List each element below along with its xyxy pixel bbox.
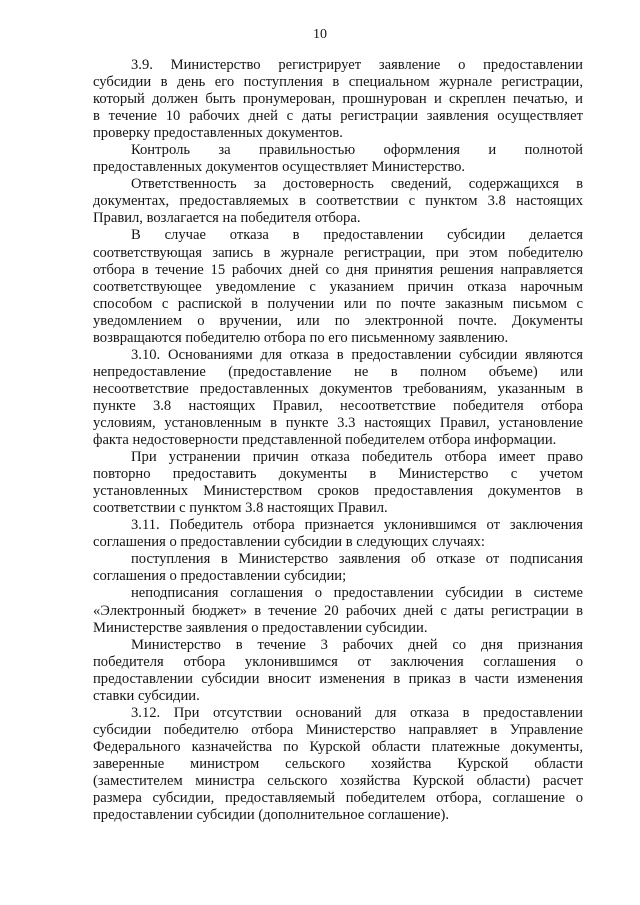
text-line: отбора в течение 15 рабочих дней со дня принятия решения направляется [93,261,583,278]
text-line: «Электронный бюджет» в течение 20 рабочих дней с даты регистрации в [93,602,583,619]
text-line: субсидии победителю отбора Министерство направляет в Управление [93,721,583,738]
text-line: 3.10. Основаниями для отказа в предоставлении субсидии являются [131,346,583,363]
text-line: 3.11. Победитель отбора признается уклонившимся от заключения [131,517,583,534]
text-line: предоставлении субсидии (дополнительное соглашение). [93,807,450,824]
text-line: Контроль за правильностью оформления и полнотой [131,142,583,159]
text-line: При устранении причин отказа победитель отбора имеет право [131,449,583,466]
text-line: предоставленных документов осуществляет Министерство. [93,159,466,176]
text-line: пункте 3.8 настоящих Правил, несоответствие победителя отбора [93,397,583,414]
text-line: уведомлением о вручении, или по электронной почте. Документы [93,312,583,329]
paragraph-p-case-2 [93,585,583,636]
text-line: ставки субсидии. [93,687,200,704]
text-line: субсидии в день его поступления в специальном журнале регистрации, [93,74,583,91]
text-line: факта недостоверности представленной победителем отбора информации. [93,432,557,449]
paragraph-p-3-12 [93,705,583,824]
text-line: несоответствие предоставленных документов требованиям, указанным в [93,380,583,397]
text-line: заверенные министром сельского хозяйства Курской области [93,755,583,772]
text-line: предоставлении субсидии вносит изменения в приказ в части изменения [93,670,583,687]
page-number: 10 [313,27,327,42]
text-line: установленных Министерством сроков предоставления документов в [93,483,583,500]
paragraph-p-elimination [93,449,583,517]
text-line: который должен быть пронумерован, прошнурован и скреплен печатью, и [93,91,583,108]
text-line: Федерального казначейства по Курской области платежные документы, [93,738,583,755]
text-line: 3.12. При отсутствии оснований для отказа в предоставлении [131,704,583,721]
text-line: 3.9. Министерство регистрирует заявление о предоставлении [131,57,583,73]
paragraph-p-case-1 [93,551,583,585]
text-line: соответствующее уведомление с указанием причин отказа нарочным [93,278,583,295]
paragraph-p-control [93,142,583,176]
paragraph-p-3-9 [93,57,583,142]
text-line: способом с распиской в получении или по почте заказным письмом с [93,295,583,312]
text-line: Правил, возлагается на победителя отбора. [93,210,361,227]
paragraph-p-ministry-3-days [93,637,583,705]
text-line: соответствующая запись в журнале регистрации, при этом победителю [93,244,583,261]
text-line: непредоставление (предоставление не в полном объеме) или [93,363,583,380]
paragraph-p-3-11 [93,517,583,551]
text-line: соглашения о предоставлении субсидии в следующих случаях: [93,534,485,551]
text-line: Министерство в течение 3 рабочих дней со дня признания [131,636,583,653]
text-line: (заместителем министра сельского хозяйства Курской области) расчет [93,772,583,789]
paragraph-p-3-10 [93,347,583,449]
paragraph-p-refusal [93,227,583,346]
document-body [93,57,583,824]
text-line: В случае отказа в предоставлении субсидии делается [131,227,583,244]
text-line: победителя отбора уклонившимся от заключения соглашения о [93,653,583,670]
text-line: соглашения о предоставлении субсидии; [93,568,347,585]
text-line: размера субсидии, предоставляемый победителем отбора, соглашение о [93,790,583,807]
text-line: в течение 10 рабочих дней с даты регистрации заявления осуществляет [93,108,583,125]
text-line: условиям, установленным в пункте 3.3 настоящих Правил, установление [93,414,583,431]
text-line: Ответственность за достоверность сведений, содержащихся в [131,176,583,193]
text-line: повторно предоставить документы в Министерство с учетом [93,466,583,483]
text-line: поступления в Министерство заявления об отказе от подписания [131,551,583,568]
text-line: Министерстве заявления о предоставлении субсидии. [93,619,428,636]
text-line: проверку предоставленных документов. [93,125,343,142]
text-line: документах, предоставляемых в соответствии с пунктом 3.8 настоящих [93,193,583,210]
text-line: неподписания соглашения о предоставлении субсидии в системе [131,585,583,602]
text-line: соответствии с пунктом 3.8 настоящих Правил. [93,500,388,517]
text-line: возвращаются победителю отбора по его письменному заявлению. [93,329,509,346]
paragraph-p-responsibility [93,176,583,227]
